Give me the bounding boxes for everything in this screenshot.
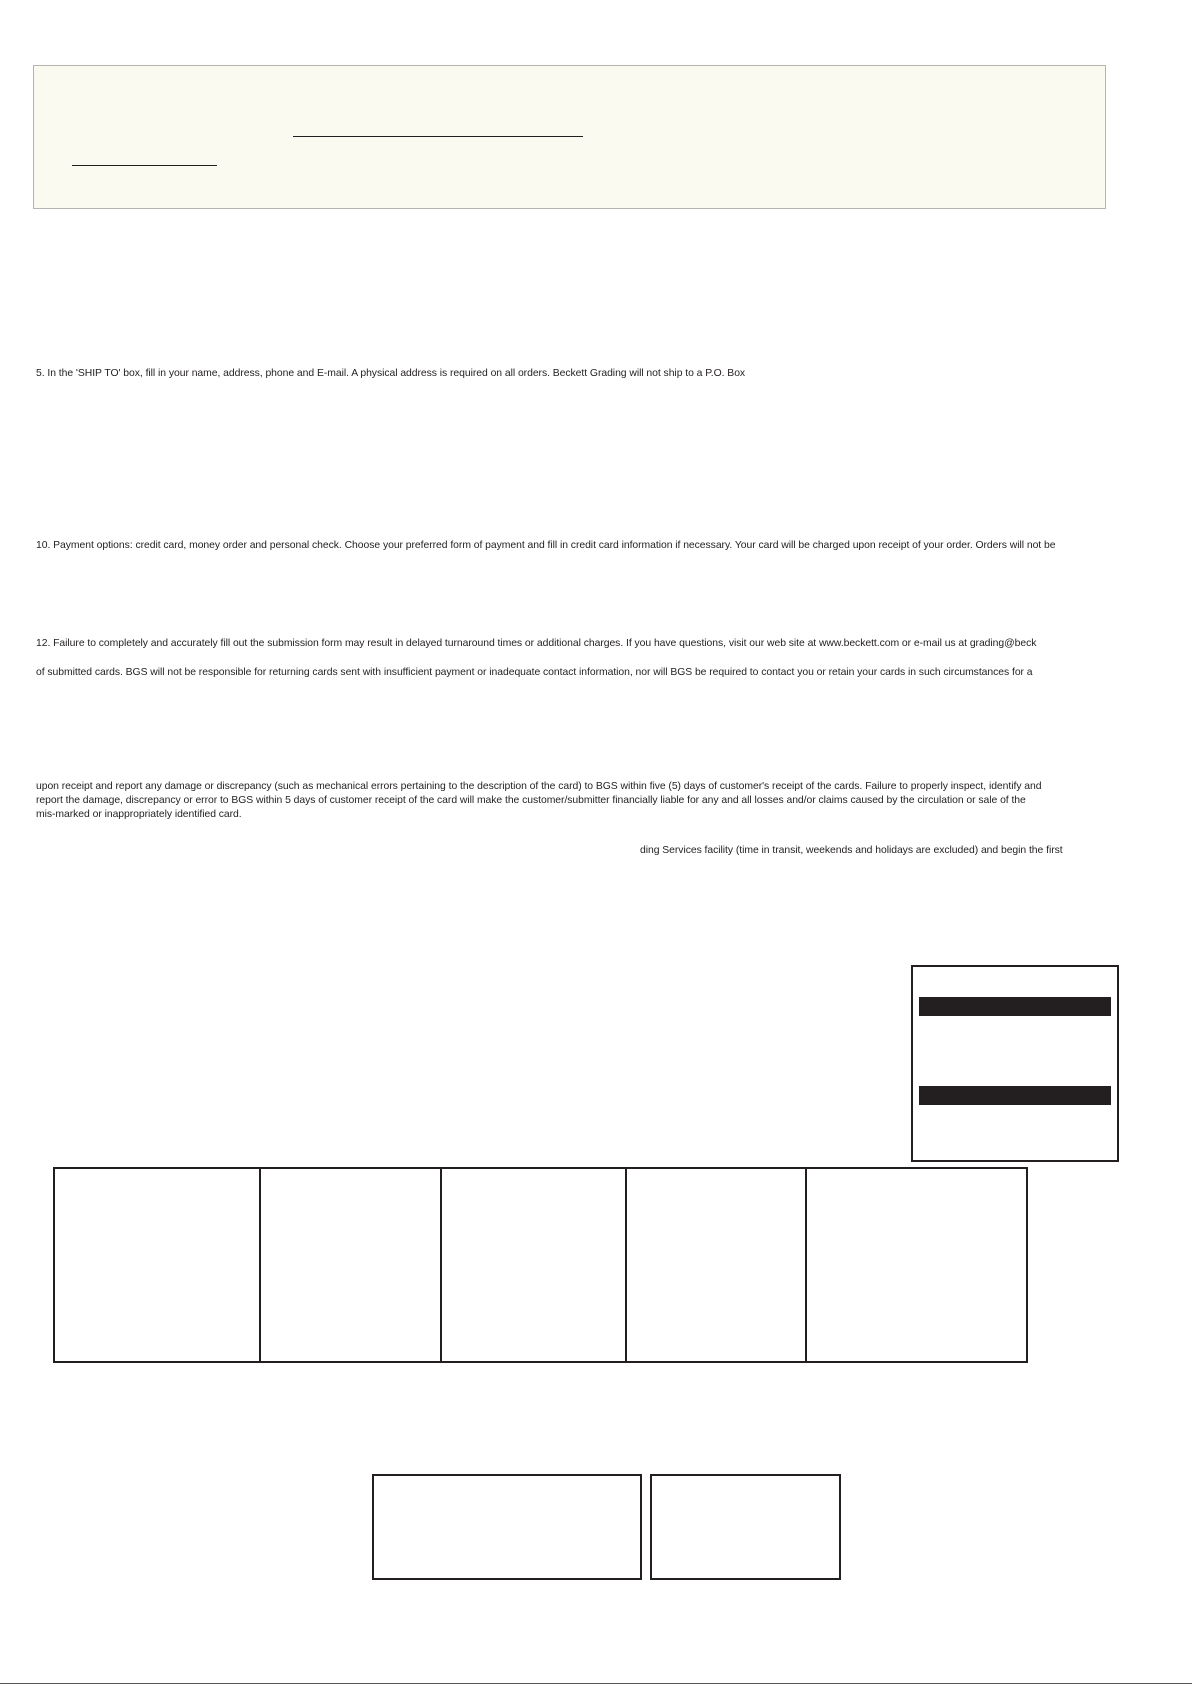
instruction-step-12: 12. Failure to completely and accurately fill out the submission form may result in delayed turnaround times or additional charges. If you have questions, visit our web site at www.beckett.com or e-mail us at grading@beck <box>36 638 1037 649</box>
side-box-header-bar-1 <box>919 997 1111 1016</box>
bottom-field-box-right[interactable] <box>650 1474 841 1580</box>
order-summary-table <box>53 1167 1028 1363</box>
side-box-header-bar-2 <box>919 1086 1111 1105</box>
notice-signature-line[interactable] <box>293 136 583 137</box>
table-divider-1 <box>259 1169 261 1361</box>
instruction-inspection-1: upon receipt and report any damage or discrepancy (such as mechanical errors pertaining to the description of the card) to BGS within five (5) days of customer's receipt of the cards. Failure to properly inspect, identify and <box>36 781 1042 792</box>
instruction-turnaround-fragment: ding Services facility (time in transit, weekends and holidays are excluded) and begin the first <box>640 845 1063 856</box>
instruction-inspection-2: report the damage, discrepancy or error to BGS within 5 days of customer receipt of the card will make the customer/submitter financially liable for any and all losses and/or claims caused by the circulation or sale of the <box>36 795 1026 806</box>
notice-box <box>33 65 1106 209</box>
table-divider-3 <box>625 1169 627 1361</box>
instruction-step-10: 10. Payment options: credit card, money order and personal check. Choose your preferred form of payment and fill in credit card information if necessary. Your card will be charged upon receipt of your order. Orders will not be <box>36 540 1056 551</box>
notice-date-line[interactable] <box>72 165 217 166</box>
instruction-inspection-3: mis-marked or inappropriately identified card. <box>36 809 242 820</box>
instruction-step-5: 5. In the 'SHIP TO' box, fill in your name, address, phone and E-mail. A physical address is required on all orders. Beckett Grading will not ship to a P.O. Box <box>36 368 746 379</box>
bottom-field-box-left[interactable] <box>372 1474 642 1580</box>
table-divider-2 <box>440 1169 442 1361</box>
page-bottom-rule <box>0 1683 1192 1684</box>
side-info-box <box>911 965 1119 1162</box>
table-divider-4 <box>805 1169 807 1361</box>
instruction-submitted-cards: of submitted cards. BGS will not be responsible for returning cards sent with insufficient payment or inadequate contact information, nor will BGS be required to contact you or retain your cards in such circumstances for a <box>36 667 1033 678</box>
